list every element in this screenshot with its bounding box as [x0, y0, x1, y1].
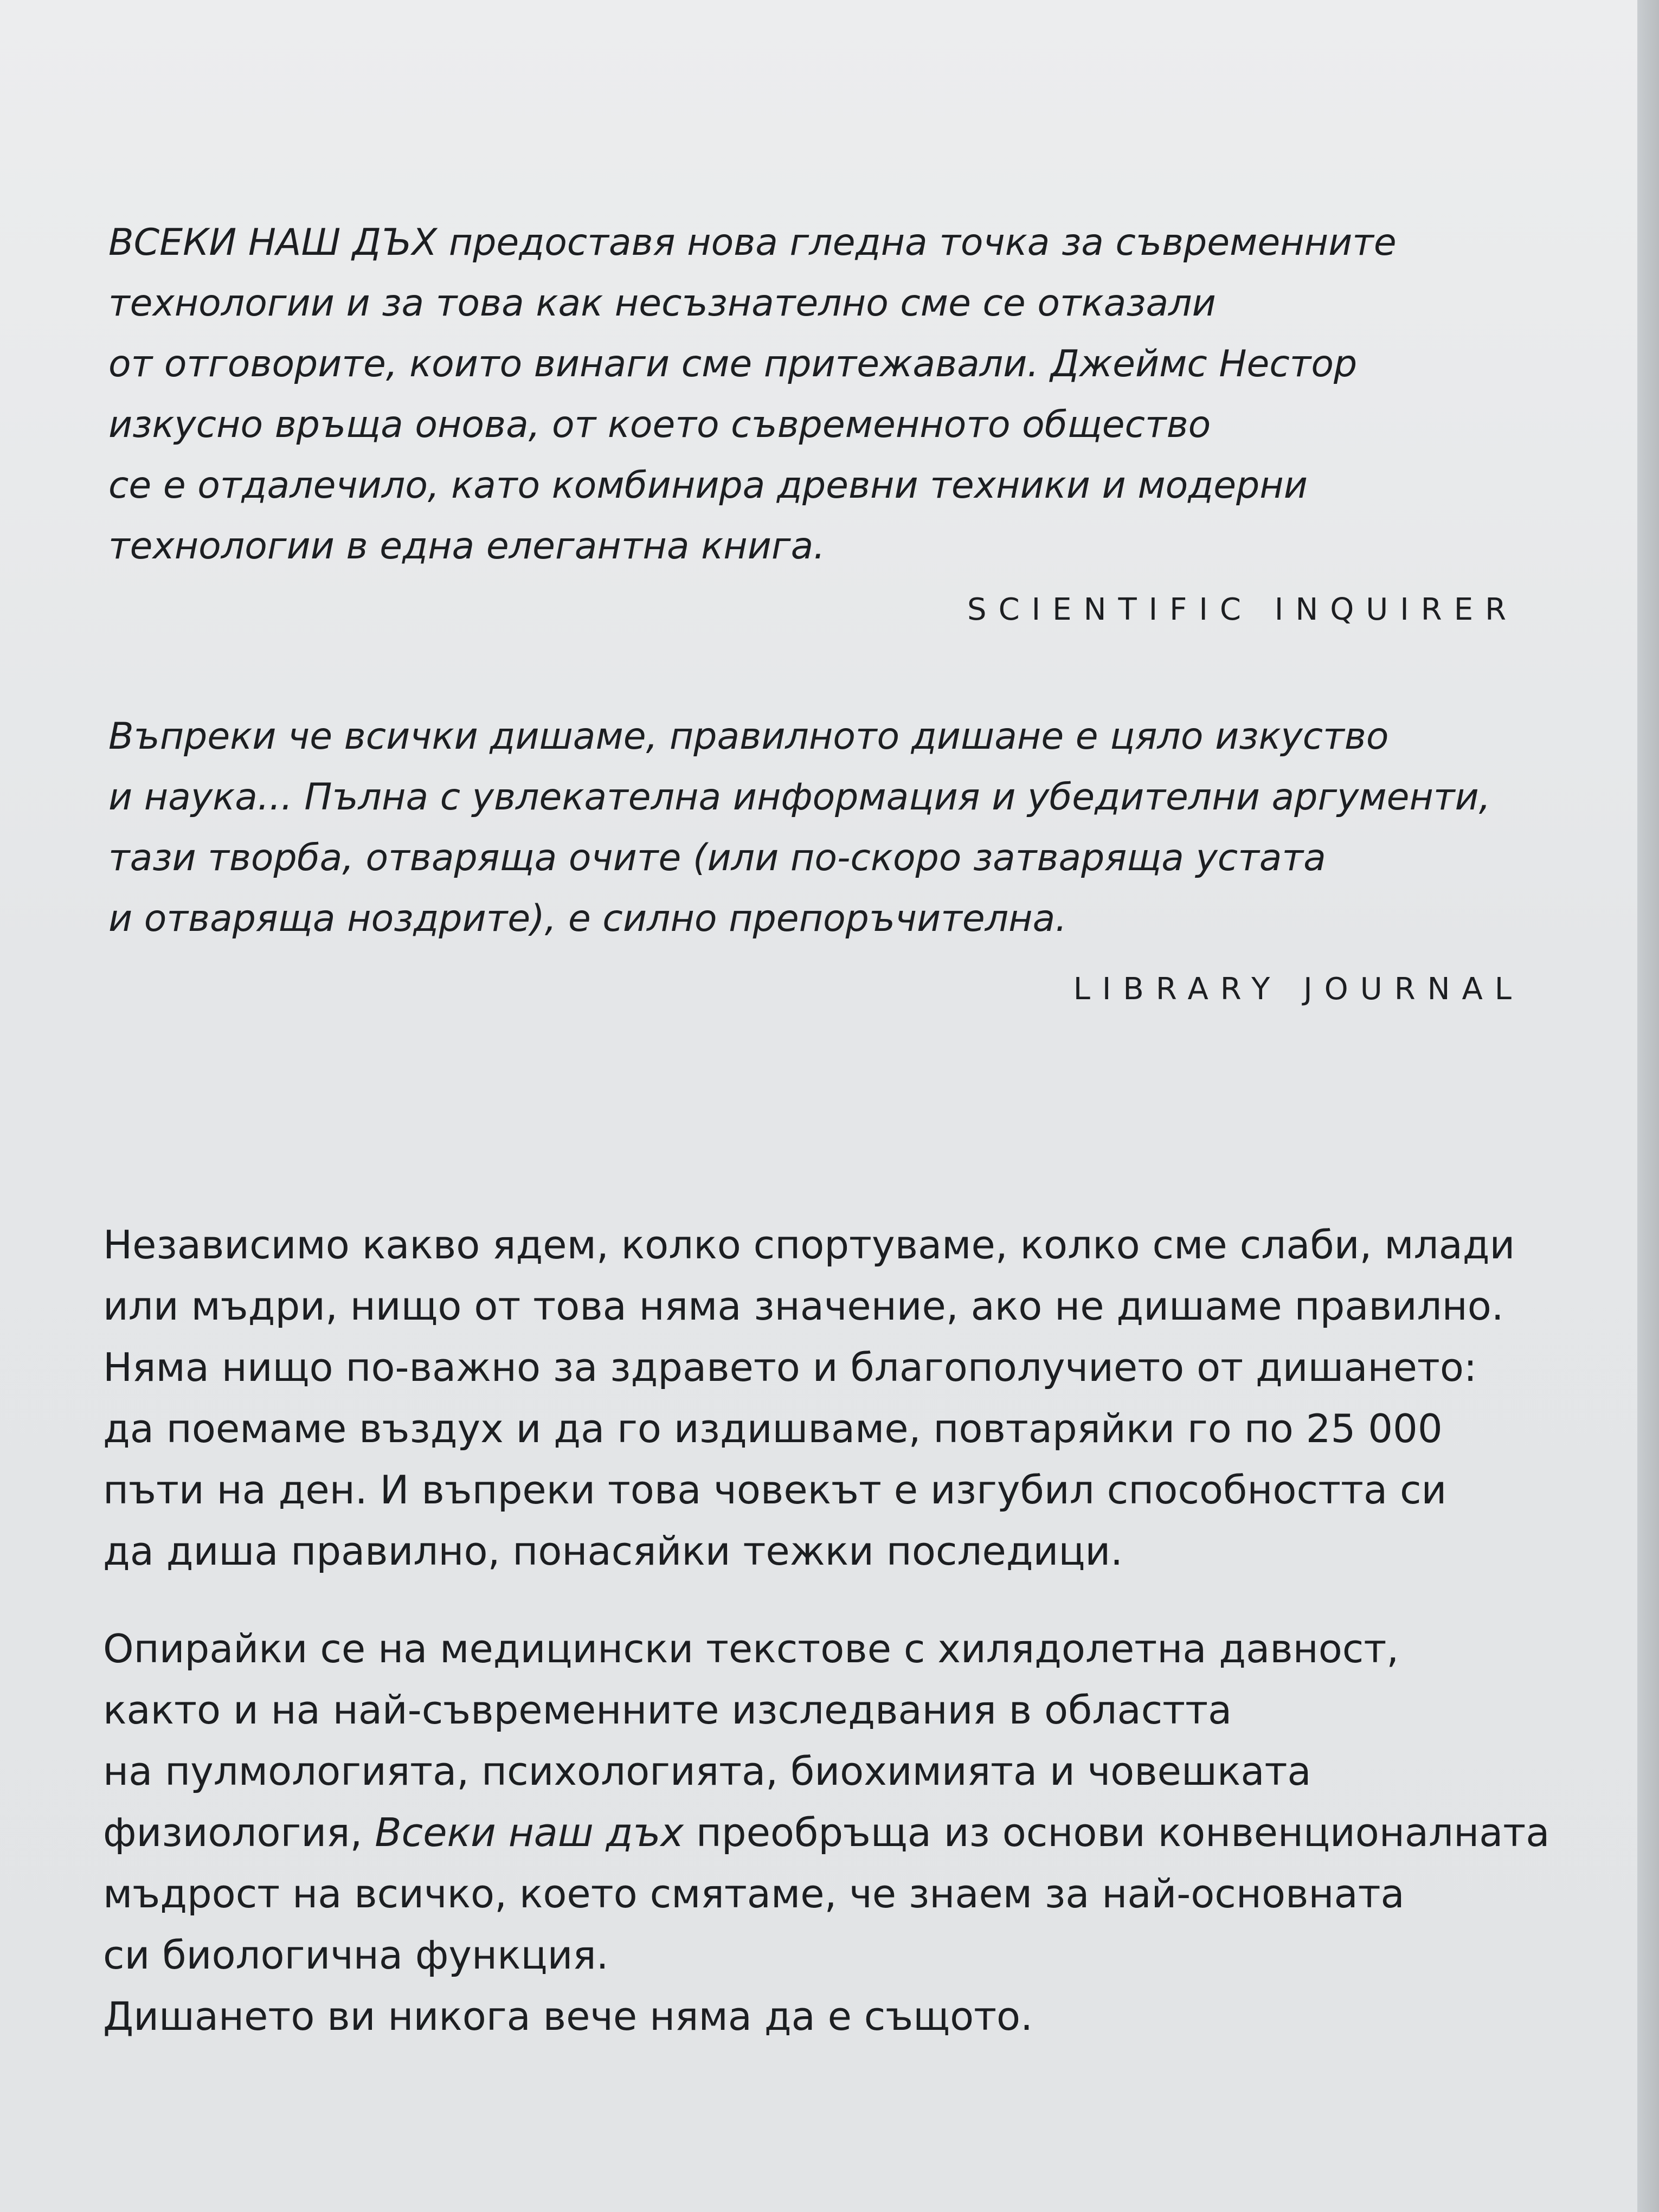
book-title-caps: ВСЕКИ НАШ ДЪХ	[108, 221, 438, 264]
quote-line: технологии в една елегантна книга.	[108, 525, 825, 568]
quote-line: се е отдалечило, като комбинира древни техники и модерни	[108, 464, 1308, 507]
paragraph-line: да диша правилно, понасяйки тежки последици.	[103, 1528, 1123, 1574]
quote-line: Въпреки че всички дишаме, правилното дишане е цяло изкуство	[108, 715, 1389, 758]
paragraph-line: както и на най-съвременните изследвания в областта	[103, 1687, 1232, 1733]
review-source-library-journal: LIBRARY JOURNAL	[1073, 972, 1523, 1007]
quote-line: тази творба, отваряща очите (или по-скоро затваряща устата	[108, 837, 1326, 879]
description-paragraph-1	[103, 1214, 1589, 1582]
paragraph-line: Независимо какво ядем, колко спортуваме, колко сме слаби, млади	[103, 1222, 1515, 1268]
quote-line: изкусно връща онова, от което съвременното общество	[108, 403, 1211, 446]
quote-line: и наука... Пълна с увлекателна информация и убедителни аргументи,	[108, 776, 1491, 819]
paragraph-line: физиология, Всеки наш дъх преобръща из основи конвенционалната	[103, 1810, 1550, 1855]
paragraph-line: да поемаме въздух и да го издишваме, повтаряйки го по 25 000	[103, 1406, 1443, 1451]
quote-line: ВСЕКИ НАШ ДЪХ предоставя нова гледна точка за съвременните	[108, 221, 1397, 264]
description-paragraph-2	[103, 1618, 1589, 2047]
quote-line: от отговорите, които винаги сме притежавали. Джеймс Нестор	[108, 343, 1358, 385]
cover-edge	[1637, 0, 1659, 2212]
paragraph-line: на пулмологията, психологията, биохимията и човешката	[103, 1748, 1311, 1794]
paragraph-line: или мъдри, нищо от това няма значение, ако не дишаме правилно.	[103, 1283, 1504, 1329]
quote-line: и отваряща ноздрите), е силно препоръчителна.	[108, 897, 1067, 940]
paragraph-line: си биологична функция.	[103, 1932, 609, 1978]
paragraph-line: Няма нищо по-важно за здравето и благополучието от дишането:	[103, 1345, 1477, 1390]
review-source-scientific-inquirer: SCIENTIFIC INQUIRER	[967, 592, 1518, 627]
paragraph-line: Опирайки се на медицински текстове с хилядолетна давност,	[103, 1626, 1399, 1671]
book-title-italic: Всеки наш дъх	[375, 1810, 684, 1855]
paragraph-line: мъдрост на всичко, което смятаме, че знаем за най-основната	[103, 1871, 1405, 1917]
quote-line: технологии и за това как несъзнателно сме се отказали	[108, 282, 1216, 325]
review-quote-scientific-inquirer	[108, 213, 1529, 577]
paragraph-line: пъти на ден. И въпреки това човекът е изгубил способността си	[103, 1467, 1447, 1513]
paragraph-line: Дишането ви никога вече няма да е същото.	[103, 1994, 1033, 2039]
review-quote-library-journal	[108, 706, 1529, 949]
